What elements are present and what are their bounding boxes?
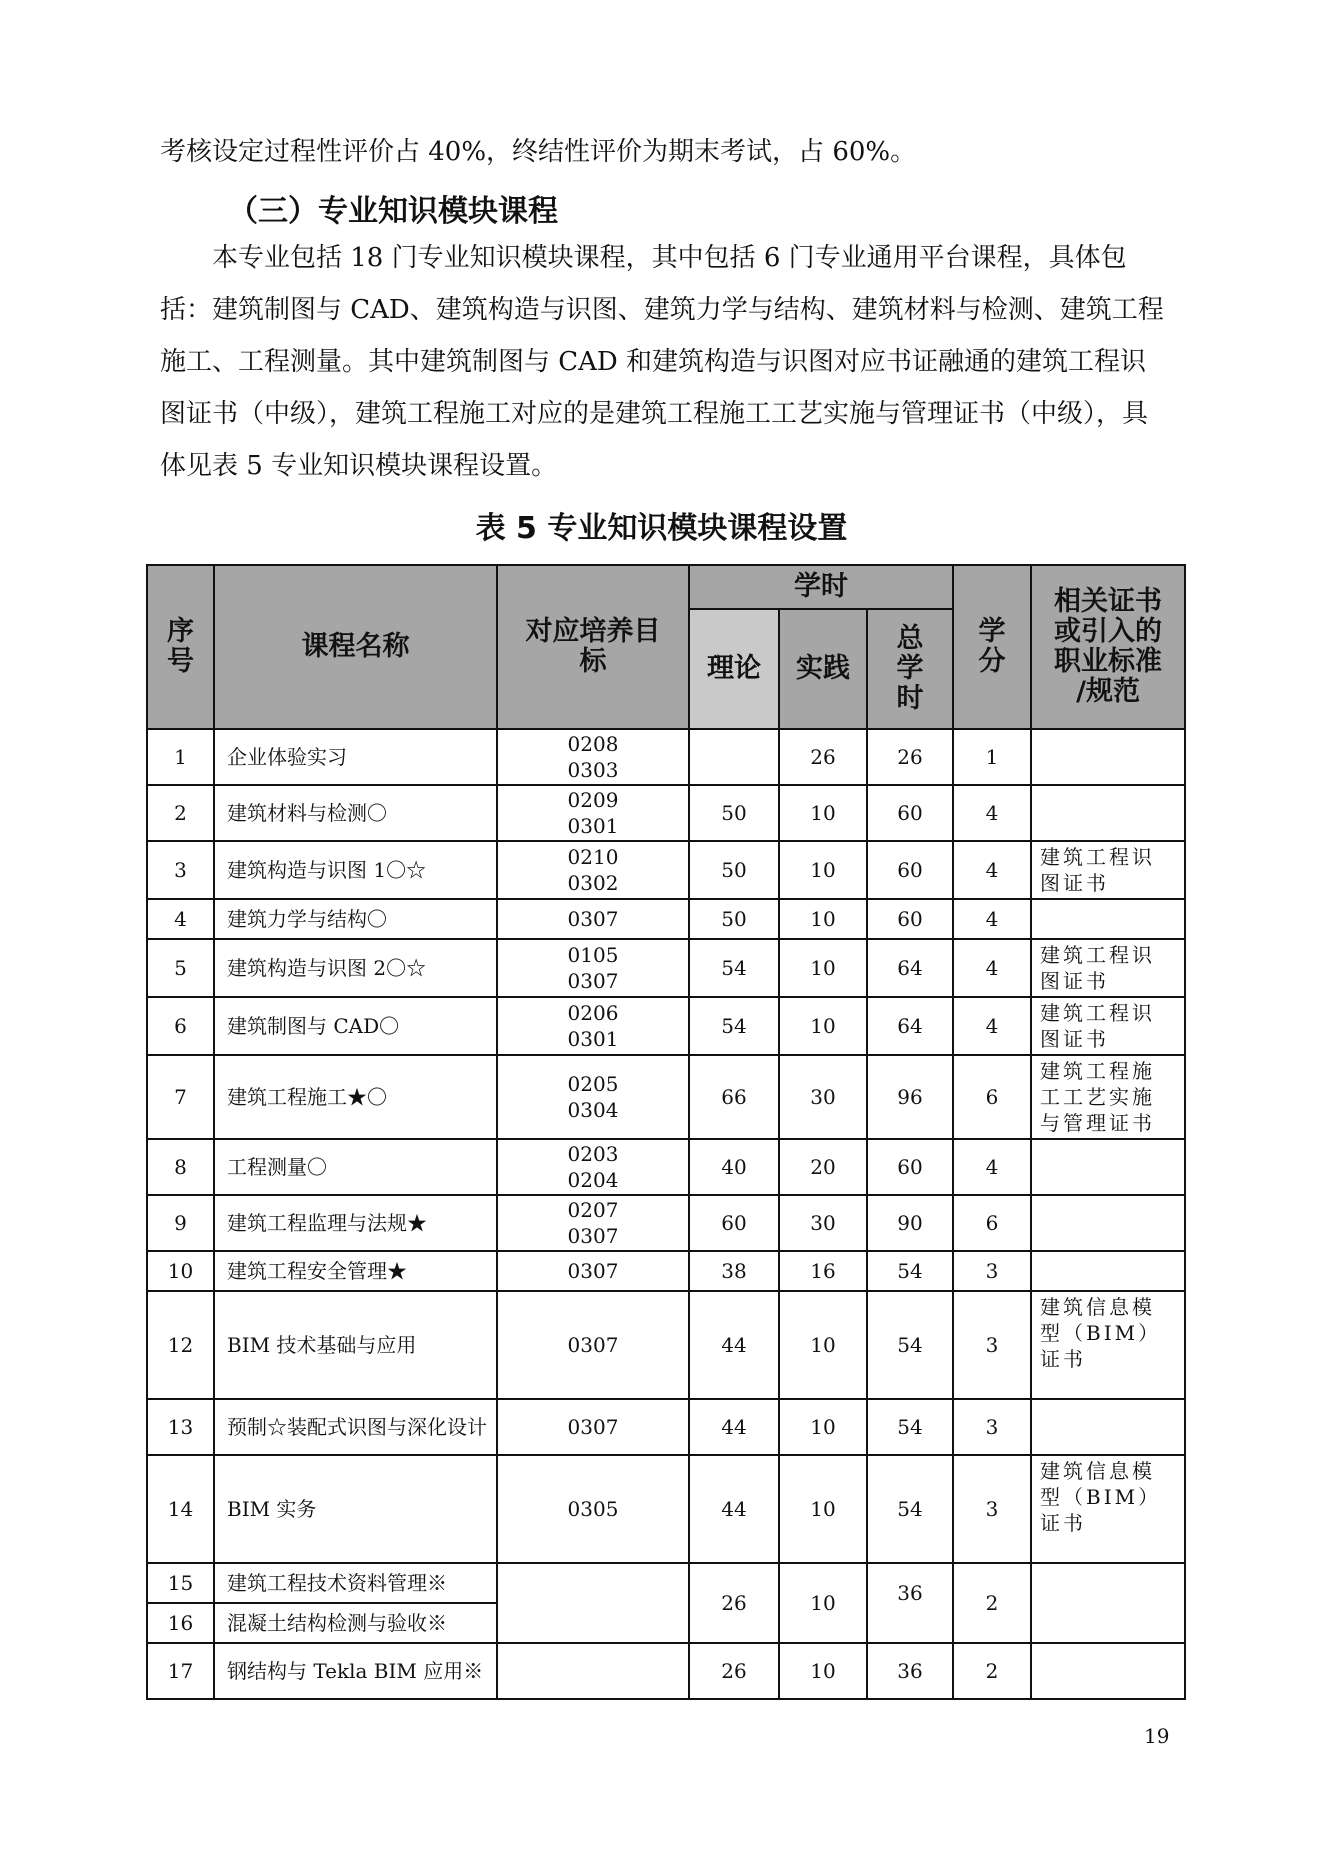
table-row: 9 建筑工程监理与法规★ 0207 0307 60 30 90 6: [147, 1195, 1185, 1251]
table-row: 17 钢结构与 Tekla BIM 应用※ 26 10 36 2: [147, 1643, 1185, 1699]
table-row: 13 预制☆装配式识图与深化设计 0307 44 10 54 3: [147, 1399, 1185, 1455]
paragraph-intro: 本专业包括 18 门专业知识模块课程，其中包括 6 门专业通用平台课程，具体包括：建筑制图与 CAD、建筑构造与识图、建筑力学与结构、建筑材料与检测、建筑工程施工、工程测量。其中建筑制图与 CAD 和建筑构造与识图对应书证融通的建筑工程识图证书（中级），建筑工程施工对应的是建筑工程施工工艺实施与管理证书（中级），具体见表 5 专业知识模块课程设置。: [160, 243, 1164, 481]
header-course-name: 课程名称: [214, 565, 497, 729]
table-row: 6 建筑制图与 CAD〇 0206 0301 54 10 64 4 建筑工程识图证书: [147, 997, 1185, 1055]
table-row: 7 建筑工程施工★〇 0205 0304 66 30 96 6 建筑工程施工工艺实施与管理证书: [147, 1055, 1185, 1139]
table-caption: 表 5 专业知识模块课程设置: [475, 511, 848, 546]
table-row: 15 建筑工程技术资料管理※ 26 10 36 2: [147, 1563, 1185, 1603]
table-row: 12 BIM 技术基础与应用 0307 44 10 54 3 建筑信息模型（BIM）证书: [147, 1291, 1185, 1399]
table-row: 1 企业体验实习 0208 0303 26 26 1: [147, 729, 1185, 785]
section-heading: （三）专业知识模块课程: [228, 194, 558, 229]
header-theory: 理论: [689, 609, 779, 729]
table-row: 5 建筑构造与识图 2〇☆ 0105 0307 54 10 64 4 建筑工程识图证书: [147, 939, 1185, 997]
table-row: 3 建筑构造与识图 1〇☆ 0210 0302 50 10 60 4 建筑工程识图证书: [147, 841, 1185, 899]
header-practice: 实践: [779, 609, 867, 729]
header-credit: 学 分: [953, 565, 1031, 729]
table-row: 10 建筑工程安全管理★ 0307 38 16 54 3: [147, 1251, 1185, 1291]
header-certificate: 相关证书 或引入的 职业标准 /规范: [1031, 565, 1185, 729]
page-number: 19: [1144, 1724, 1170, 1748]
table-row: 4 建筑力学与结构〇 0307 50 10 60 4: [147, 899, 1185, 939]
table-row: 8 工程测量〇 0203 0204 40 20 60 4: [147, 1139, 1185, 1195]
paragraph-assessment: 考核设定过程性评价占 40%，终结性评价为期末考试，占 60%。: [160, 137, 917, 167]
header-seq: 序 号: [147, 565, 214, 729]
header-total: 总 学 时: [867, 609, 953, 729]
table-row: 14 BIM 实务 0305 44 10 54 3 建筑信息模型（BIM）证书: [147, 1455, 1185, 1563]
course-table: [146, 564, 1186, 1700]
table-row: 16 混凝土结构检测与验收※: [147, 1603, 1185, 1643]
table-row: 2 建筑材料与检测〇 0209 0301 50 10 60 4: [147, 785, 1185, 841]
header-goal: 对应培养目 标: [497, 565, 689, 729]
header-hours-group: 学时: [689, 565, 953, 609]
